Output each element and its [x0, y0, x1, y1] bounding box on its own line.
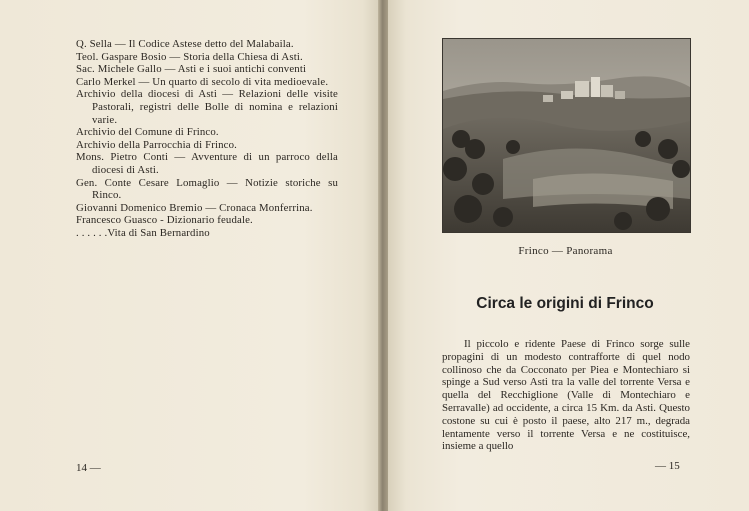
bibliography-list — [76, 38, 338, 240]
panorama-photo — [442, 38, 691, 233]
bibliography-entry: Gen. Conte Cesare Lomaglio — Notizie storiche su Rinco. — [76, 176, 338, 202]
bibliography-entry: Archivio della diocesi di Asti — Relazioni delle visite Pastorali, registri delle Bolle di nomina e relazioni varie. — [76, 88, 338, 126]
bibliography-entry: Archivio della Parrocchia di Frinco. — [76, 138, 238, 151]
bibliography-entry: Archivio del Comune di Frinco. — [76, 126, 219, 139]
page-number-right: — 15 — [655, 460, 680, 472]
chapter-heading: Circa le origini di Frinco — [476, 295, 654, 312]
bibliography-entry: Sac. Michele Gallo — Asti e i suoi antichi conventi — [76, 63, 307, 76]
bibliography-entry: . . . . . .Vita di San Bernardino — [76, 226, 210, 239]
body-paragraph: Il piccolo e ridente Paese di Frinco sorge sulle propagini di un modesto contrafforte di quel nodo collinoso che da Cocconato per Piea e Montechiaro si spinge a Sud verso Asti tra la valle del torrente Versa e quella del Recchiglione (Valle di Montechiaro e Serravalle) ad occidente, a circa 15 Km. da Asti. Questo costone su cui è posto il paese, alto 217 m., degrada lentamente verso il torrente Versa e ne costituisce, insieme a quello — [442, 338, 690, 453]
bibliography-entry: Q. Sella — Il Codice Astese detto del Malabaila. — [76, 38, 294, 50]
bibliography-entry: Giovanni Domenico Bremio — Cronaca Monferrina. — [76, 201, 313, 214]
bibliography-entry: Mons. Pietro Conti — Avventure di un parroco della diocesi di Asti. — [76, 151, 338, 176]
page-number-left: 14 — — [76, 462, 101, 474]
photo-caption: Frinco — Panorama — [518, 245, 613, 257]
bibliography-entry: Carlo Merkel — Un quarto di secolo di vita medioevale. — [76, 75, 329, 88]
book-gutter — [378, 0, 388, 511]
bibliography-entry: Francesco Guasco - Dizionario feudale. — [76, 214, 253, 227]
bibliography-entry: Teol. Gaspare Bosio — Storia della Chiesa di Asti. — [76, 50, 303, 63]
